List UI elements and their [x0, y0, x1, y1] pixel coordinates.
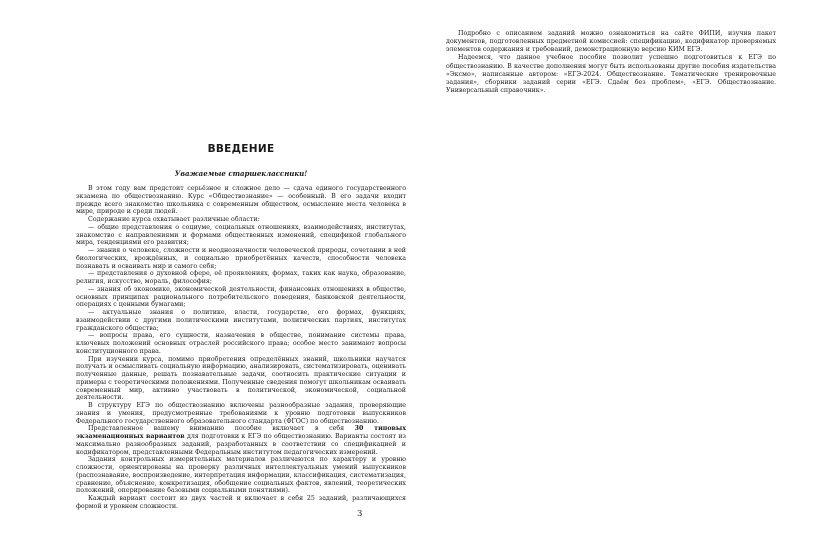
area-item-spiritual: — представления о духовной сфере, её проявлениях, формах, таких как наука, образование, религия, искусство, мораль, философия;: [76, 270, 406, 285]
fipi-paragraph: Подробно с описанием заданий можно ознакомиться на сайте ФИПИ, изучив пакет документов, подготовленных предметной комиссией: спецификацию, кодификатор проверяемых элементов содержания и требований, демонстрационную версию КИМ ЕГЭ.: [446, 30, 776, 54]
study-paragraph: При изучении курса, помимо приобретения определённых знаний, школьники научатся получать и осмысливать социальную информацию, анализировать, систематизировать, оценивать полученные данные, решать познавательные задачи, соотносить практические ситуации и примеры с теоретическими положениями. Полученные сведения помогут школьникам осваивать современный мир, активно участвовать в политической, экономической, социальной деятельности.: [76, 355, 406, 402]
area-item-politics: — актуальные знания о политике, власти, государстве, его формах, функциях, взаимодействии с другими политическими институтами, политических партиях, институтах гражданского общества;: [76, 309, 406, 332]
present-text-start: Представленное вашему вниманию пособие включает в себя: [88, 425, 355, 433]
present-text-bold: 30 типовых экзаменационных вариантов: [76, 425, 406, 440]
introduction-body: [76, 185, 406, 511]
area-item-law: — вопросы права, его сущности, назначения в обществе, понимание системы права, ключевых положений основных отраслей российского права; особое место занимают вопросы конституционного права.: [76, 332, 406, 355]
structure-paragraph: В структуру ЕГЭ по обществознанию включены разнообразные задания, проверяющие знания и умения, предусмотренные требованиями к уровню подготовки выпускников Федерального государственного образовательного стандарта (ФГОС) по обществознанию.: [76, 402, 406, 425]
supplement-paragraph: Надеемся, что данное учебное пособие позволит успешно подготовиться к ЕГЭ по обществознанию. В качестве дополнения могут быть использованы другие пособия издательства «Эксмо», написанные автором: «ЕГЭ-2024. Обществознание. Тематические тренировочные задания», сборники заданий серии «ЕГЭ. Сдаём без проблем», «ЕГЭ. Обществознание. Универсальный справочник».: [446, 54, 776, 95]
tasks-paragraph: Задания контрольных измерительных материалов различаются по характеру и уровню сложности, ориентированы на проверку различных интеллектуальных умений выпускников (распознавание, воспроизведение, интерпретация информации, классификация, систематизация, сравнение, объяснение, конкретизация, обобщение социальных фактов, явлений, теоретических положений, оперирование базовыми социальными понятиями).: [76, 456, 406, 495]
area-item-society: — общие представления о социуме, социальных отношениях, взаимодействиях, институтах, знакомство с направлениями и формами общественных изменений, спецификой глобального мира, тенденциями его развития;: [76, 223, 406, 247]
present-paragraph: [76, 425, 406, 456]
page-title: ВВЕДЕНИЕ: [207, 143, 275, 155]
right-page-text: [446, 30, 776, 95]
area-item-human: — знания о человеке, сложности и неоднозначности человеческой природы, сочетании в ней биологических, врождённых, и социально приобретённых качеств, способности человека познавать и осваивать мир и самого себя;: [76, 247, 406, 270]
areas-title: Содержание курса охватывает различные области:: [88, 216, 260, 223]
intro-paragraph: В этом году вам предстоит серьёзное и сложное дело — сдача единого государственного экзамена по обществознанию. Курс «Обществознание» — особенный. В его задачи входит прежде всего знакомство школьника с современным обществом, осмысление места человека в мире, природе и среди людей.: [76, 185, 406, 216]
page-number: 3: [357, 509, 363, 519]
area-item-economy: — знания об экономике, экономической деятельности, финансовых отношениях в обществе, основных принципах рационального потребительского поведения, банковской деятельности, операциях с ценными бумагами;: [76, 285, 406, 309]
greeting: Уважаемые старшеклассники!: [174, 169, 308, 178]
present-text-end: для подготовки к ЕГЭ по обществознанию. Варианты состоят из максимально разнообразных заданий, разработанных в соответствии со спецификацией и кодификатором, представленными Федеральным институтом педагогических измерений.: [76, 433, 406, 456]
variant-paragraph: Каждый вариант состоит из двух частей и включает в себя 25 заданий, различающихся формой и уровнем сложности.: [76, 495, 406, 510]
